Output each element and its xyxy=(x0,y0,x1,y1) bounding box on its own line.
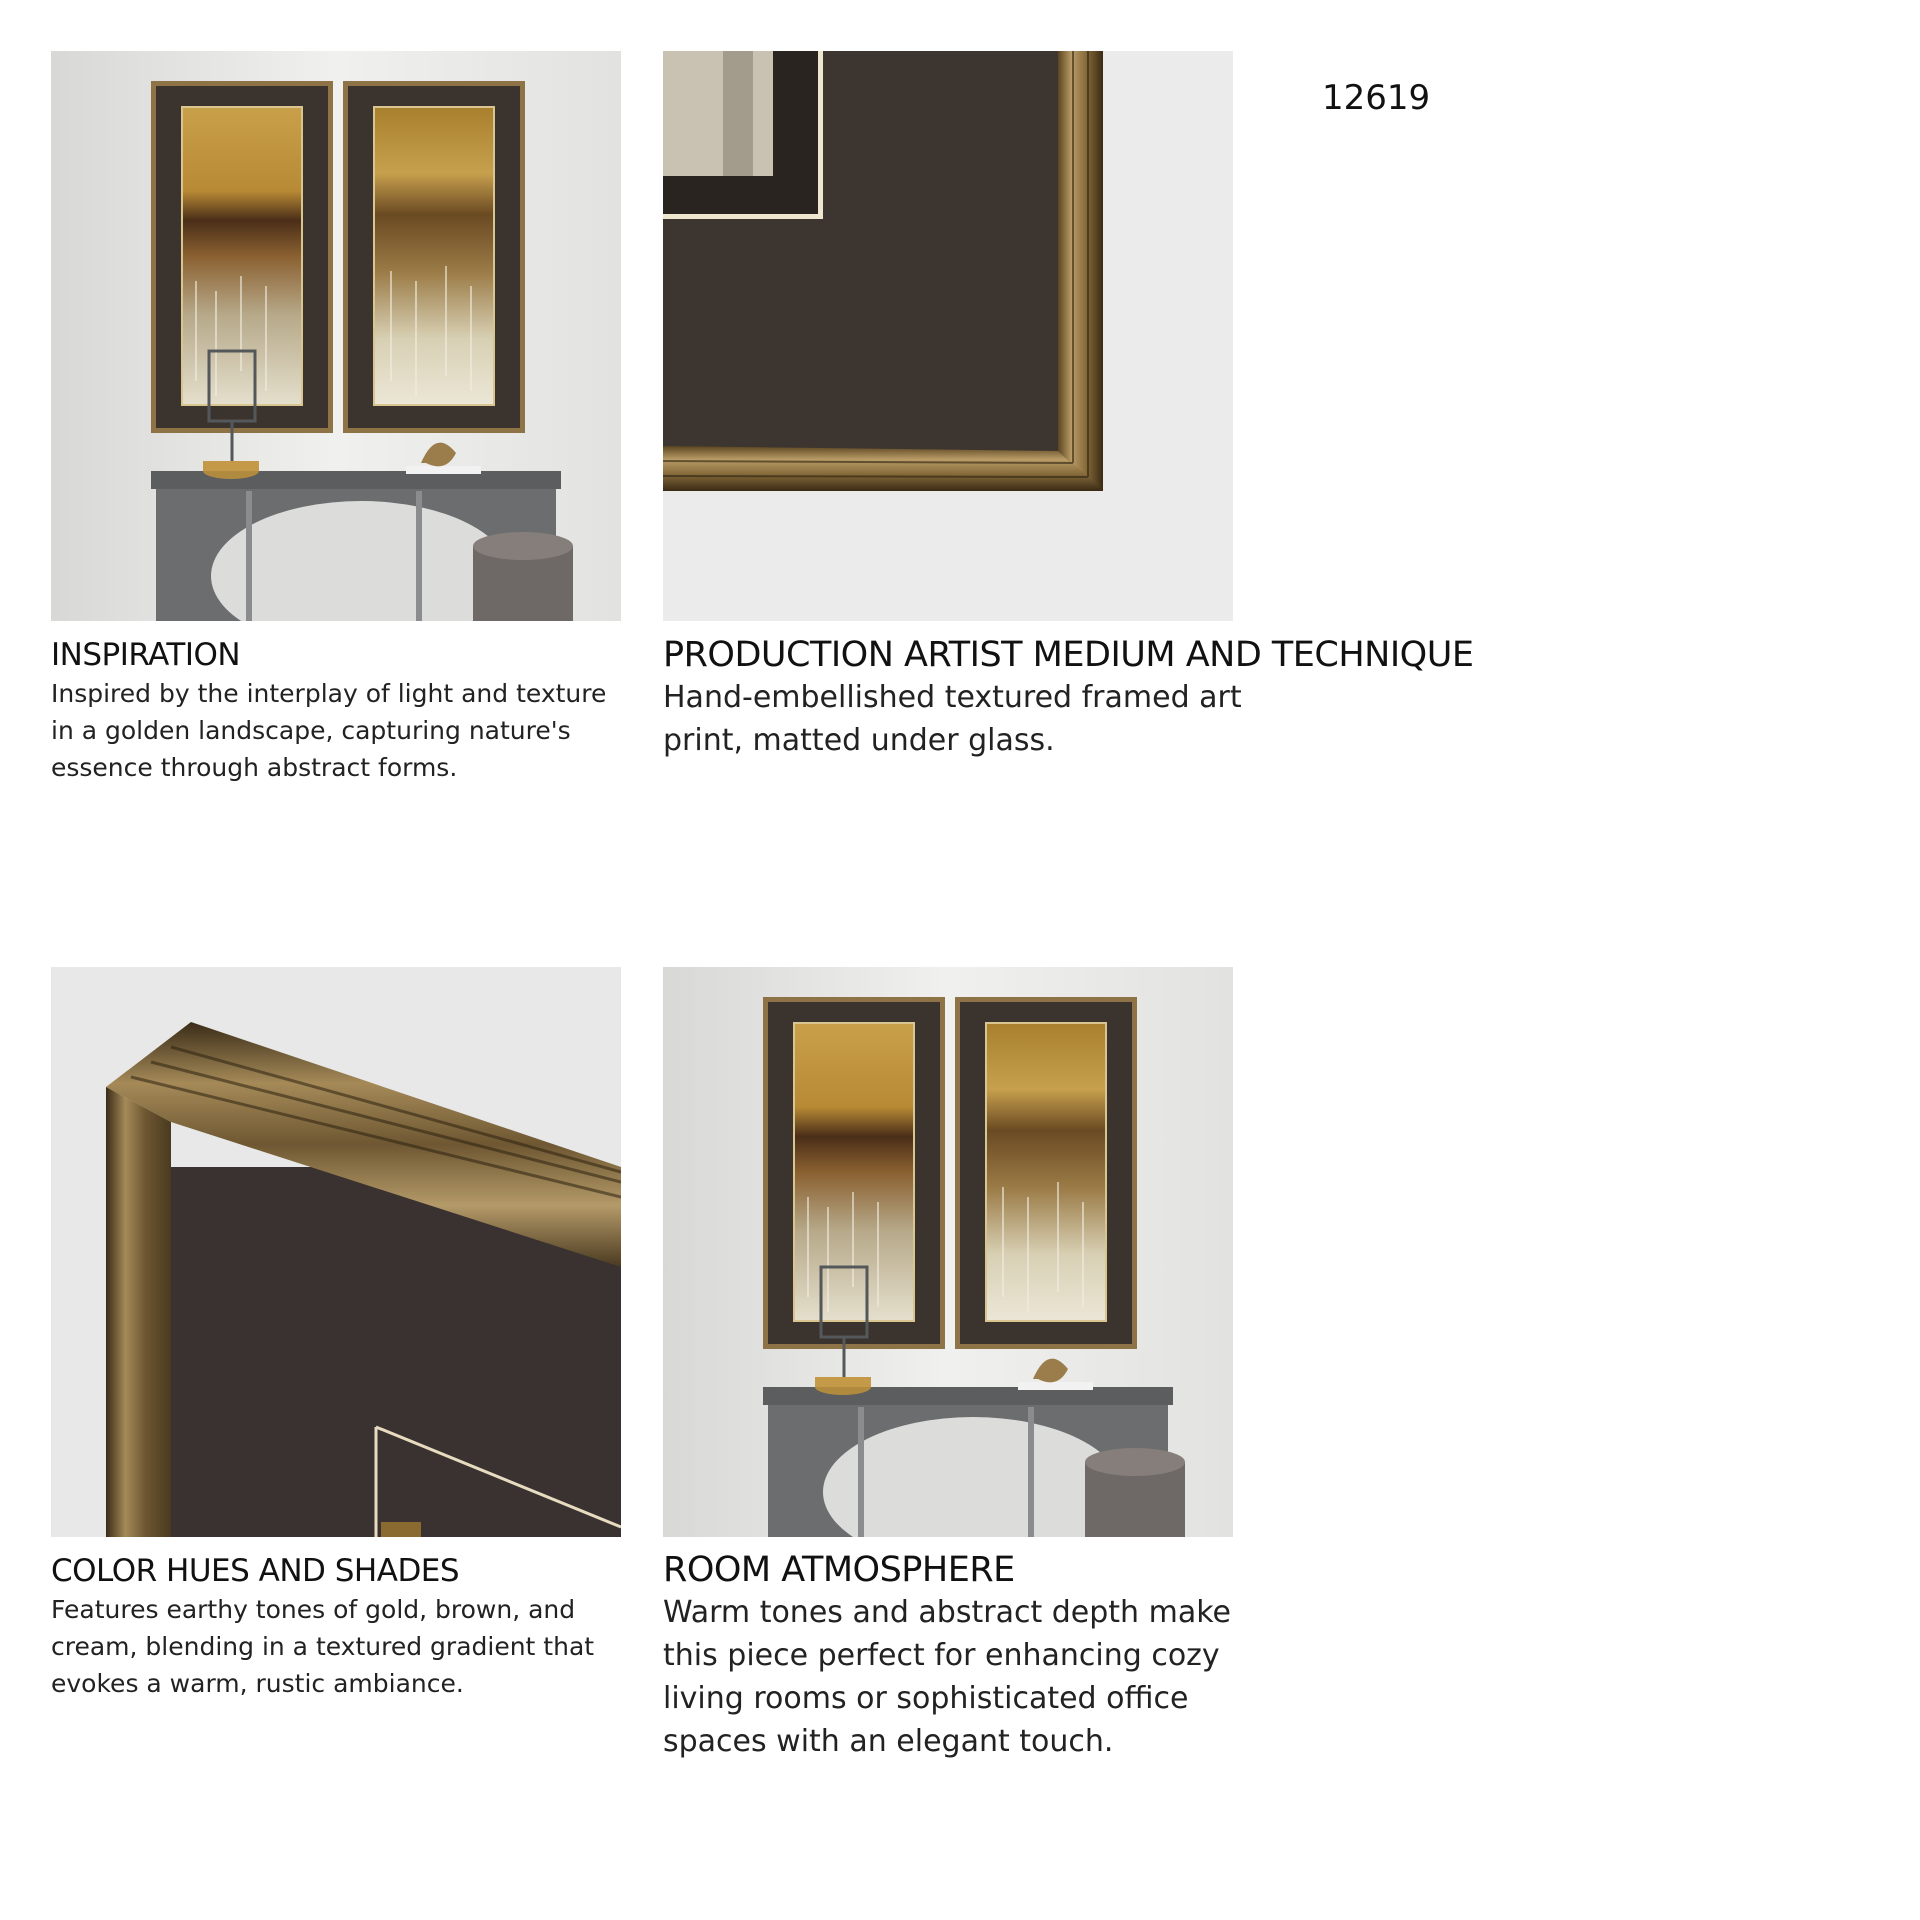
frame-molding-closeup-image xyxy=(51,967,621,1537)
color-hues-heading: COLOR HUES AND SHADES xyxy=(51,1553,460,1589)
color-hues-text: Features earthy tones of gold, brown, and cream, blending in a textured gradient that evokes a warm, rustic ambiance. xyxy=(51,1595,595,1698)
medium-technique-heading: PRODUCTION ARTIST MEDIUM AND TECHNIQUE xyxy=(663,635,1474,675)
room-atmosphere-text: Warm tones and abstract depth make this piece perfect for enhancing cozy living rooms or sophisticated office spaces with an elegant touch. xyxy=(663,1595,1231,1759)
room-atmosphere-heading: ROOM ATMOSPHERE xyxy=(663,1550,1015,1590)
inspiration-heading: INSPIRATION xyxy=(51,637,241,673)
product-code: 12619 xyxy=(1322,78,1431,118)
inspiration-text: Inspired by the interplay of light and texture in a golden landscape, capturing nature's essence through abstract forms. xyxy=(51,679,607,782)
room-atmosphere-image xyxy=(663,967,1233,1537)
room-scene-image xyxy=(51,51,621,621)
frame-corner-closeup-image xyxy=(663,51,1233,621)
medium-technique-text: Hand-embellished textured framed art print, matted under glass. xyxy=(663,680,1242,758)
